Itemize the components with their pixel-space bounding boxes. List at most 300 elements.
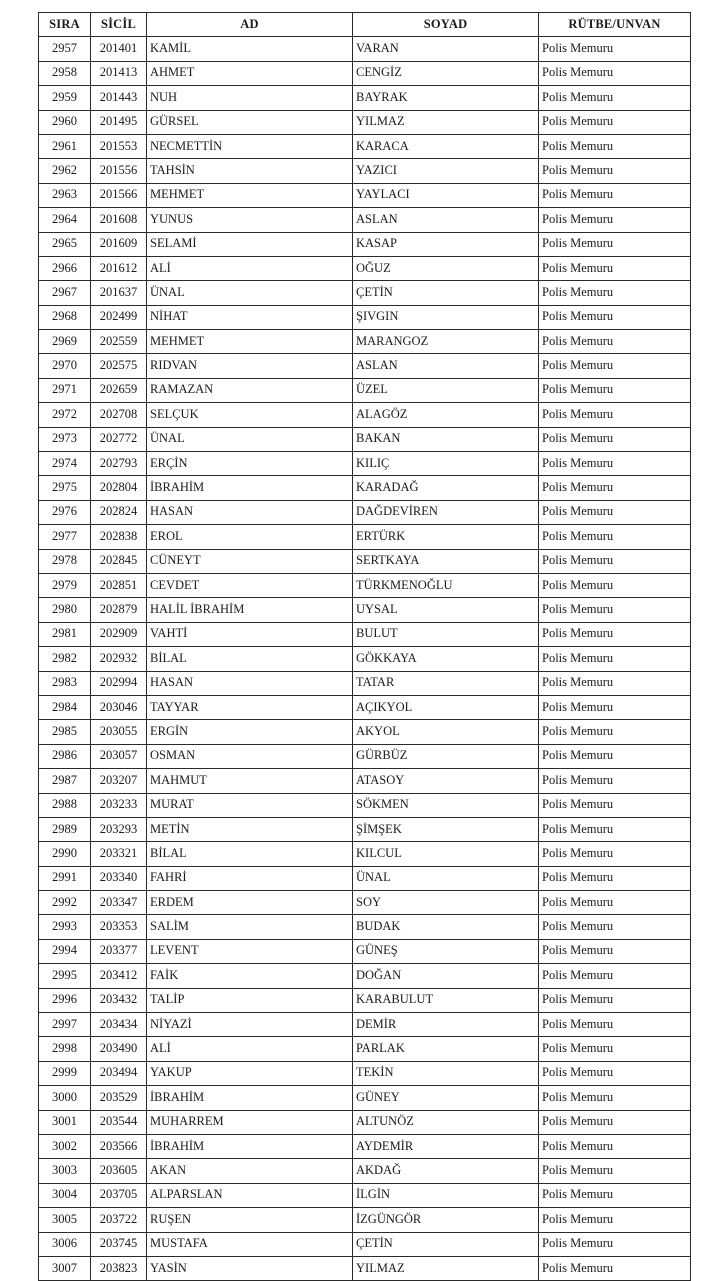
- cell-ad: CEVDET: [147, 573, 353, 597]
- cell-ad: MUSTAFA: [147, 1232, 353, 1256]
- cell-soyad: ALAGÖZ: [353, 403, 539, 427]
- cell-rutbe: Polis Memuru: [539, 891, 691, 915]
- table-row: [39, 403, 691, 427]
- personnel-roster-table: [38, 12, 691, 1281]
- table-row: [39, 183, 691, 207]
- cell-soyad: ATASOY: [353, 769, 539, 793]
- cell-rutbe: Polis Memuru: [539, 110, 691, 134]
- cell-ad: ÜNAL: [147, 427, 353, 451]
- cell-soyad: ÜZEL: [353, 378, 539, 402]
- cell-sira: 2980: [39, 598, 91, 622]
- cell-sicil: 203233: [91, 793, 147, 817]
- cell-sira: 2970: [39, 354, 91, 378]
- cell-sira: 3003: [39, 1159, 91, 1183]
- column-header-sicil: SİCİL: [91, 13, 147, 37]
- cell-rutbe: Polis Memuru: [539, 134, 691, 158]
- table-row: [39, 378, 691, 402]
- cell-rutbe: Polis Memuru: [539, 403, 691, 427]
- table-row: [39, 232, 691, 256]
- cell-ad: SELAMİ: [147, 232, 353, 256]
- cell-ad: NUH: [147, 86, 353, 110]
- cell-soyad: TATAR: [353, 671, 539, 695]
- table-row: [39, 1086, 691, 1110]
- cell-sicil: 203055: [91, 720, 147, 744]
- cell-ad: MUHARREM: [147, 1110, 353, 1134]
- cell-sira: 2982: [39, 647, 91, 671]
- table-row: [39, 939, 691, 963]
- cell-sira: 3006: [39, 1232, 91, 1256]
- table-row: [39, 549, 691, 573]
- cell-sicil: 203432: [91, 988, 147, 1012]
- cell-ad: EROL: [147, 525, 353, 549]
- cell-rutbe: Polis Memuru: [539, 1232, 691, 1256]
- cell-rutbe: Polis Memuru: [539, 1037, 691, 1061]
- cell-soyad: CENGİZ: [353, 61, 539, 85]
- cell-soyad: ÇETİN: [353, 1232, 539, 1256]
- cell-ad: NİHAT: [147, 305, 353, 329]
- cell-ad: ALİ: [147, 1037, 353, 1061]
- cell-soyad: BUDAK: [353, 915, 539, 939]
- cell-ad: YAKUP: [147, 1061, 353, 1085]
- cell-soyad: YILMAZ: [353, 110, 539, 134]
- cell-soyad: AKDAĞ: [353, 1159, 539, 1183]
- cell-sicil: 201637: [91, 281, 147, 305]
- cell-ad: MEHMET: [147, 183, 353, 207]
- cell-rutbe: Polis Memuru: [539, 1183, 691, 1207]
- table-row: [39, 61, 691, 85]
- cell-ad: KAMİL: [147, 37, 353, 61]
- cell-soyad: DEMİR: [353, 1013, 539, 1037]
- cell-rutbe: Polis Memuru: [539, 281, 691, 305]
- cell-rutbe: Polis Memuru: [539, 622, 691, 646]
- cell-rutbe: Polis Memuru: [539, 476, 691, 500]
- cell-rutbe: Polis Memuru: [539, 183, 691, 207]
- cell-ad: VAHTİ: [147, 622, 353, 646]
- cell-soyad: İZGÜNGÖR: [353, 1208, 539, 1232]
- cell-rutbe: Polis Memuru: [539, 86, 691, 110]
- cell-sicil: 203605: [91, 1159, 147, 1183]
- cell-sira: 3005: [39, 1208, 91, 1232]
- cell-sira: 2976: [39, 500, 91, 524]
- cell-ad: HASAN: [147, 500, 353, 524]
- cell-rutbe: Polis Memuru: [539, 1159, 691, 1183]
- cell-sicil: 201443: [91, 86, 147, 110]
- cell-soyad: MARANGOZ: [353, 330, 539, 354]
- cell-sicil: 203293: [91, 817, 147, 841]
- cell-rutbe: Polis Memuru: [539, 744, 691, 768]
- cell-ad: METİN: [147, 817, 353, 841]
- cell-sicil: 201612: [91, 256, 147, 280]
- cell-ad: TAYYAR: [147, 695, 353, 719]
- table-row: [39, 647, 691, 671]
- cell-sira: 3000: [39, 1086, 91, 1110]
- cell-sira: 2997: [39, 1013, 91, 1037]
- cell-sicil: 203529: [91, 1086, 147, 1110]
- cell-rutbe: Polis Memuru: [539, 695, 691, 719]
- document-page: [38, 12, 690, 1281]
- cell-rutbe: Polis Memuru: [539, 525, 691, 549]
- cell-ad: TAHSİN: [147, 159, 353, 183]
- cell-sira: 2995: [39, 964, 91, 988]
- cell-rutbe: Polis Memuru: [539, 817, 691, 841]
- cell-sicil: 202824: [91, 500, 147, 524]
- cell-soyad: KARADAĞ: [353, 476, 539, 500]
- cell-ad: İBRAHİM: [147, 1134, 353, 1158]
- table-row: [39, 1159, 691, 1183]
- table-row: [39, 1208, 691, 1232]
- table-row: [39, 1037, 691, 1061]
- cell-ad: MEHMET: [147, 330, 353, 354]
- cell-soyad: YILMAZ: [353, 1256, 539, 1280]
- cell-sira: 2963: [39, 183, 91, 207]
- cell-soyad: GÜNEY: [353, 1086, 539, 1110]
- table-row: [39, 891, 691, 915]
- table-row: [39, 744, 691, 768]
- cell-soyad: GÜRBÜZ: [353, 744, 539, 768]
- cell-sira: 2974: [39, 452, 91, 476]
- cell-sicil: 201413: [91, 61, 147, 85]
- cell-sicil: 202708: [91, 403, 147, 427]
- table-row: [39, 915, 691, 939]
- table-row: [39, 86, 691, 110]
- cell-soyad: BULUT: [353, 622, 539, 646]
- cell-ad: BİLAL: [147, 842, 353, 866]
- cell-ad: CÜNEYT: [147, 549, 353, 573]
- cell-rutbe: Polis Memuru: [539, 1013, 691, 1037]
- column-header-soyad: SOYAD: [353, 13, 539, 37]
- cell-sira: 2965: [39, 232, 91, 256]
- table-row: [39, 476, 691, 500]
- cell-rutbe: Polis Memuru: [539, 427, 691, 451]
- cell-soyad: GÖKKAYA: [353, 647, 539, 671]
- table-header-row: [39, 13, 691, 37]
- cell-sicil: 202659: [91, 378, 147, 402]
- cell-sira: 3007: [39, 1256, 91, 1280]
- cell-sira: 2989: [39, 817, 91, 841]
- cell-sicil: 203353: [91, 915, 147, 939]
- cell-soyad: AYDEMİR: [353, 1134, 539, 1158]
- cell-ad: AKAN: [147, 1159, 353, 1183]
- cell-sicil: 202575: [91, 354, 147, 378]
- cell-soyad: AKYOL: [353, 720, 539, 744]
- cell-sicil: 202559: [91, 330, 147, 354]
- cell-soyad: YAYLACI: [353, 183, 539, 207]
- table-row: [39, 159, 691, 183]
- cell-soyad: ASLAN: [353, 208, 539, 232]
- cell-sicil: 201553: [91, 134, 147, 158]
- cell-rutbe: Polis Memuru: [539, 159, 691, 183]
- cell-sira: 2979: [39, 573, 91, 597]
- cell-ad: SELÇUK: [147, 403, 353, 427]
- cell-ad: FAİK: [147, 964, 353, 988]
- cell-ad: ALPARSLAN: [147, 1183, 353, 1207]
- table-body: [39, 37, 691, 1281]
- table-row: [39, 842, 691, 866]
- cell-ad: MURAT: [147, 793, 353, 817]
- cell-soyad: UYSAL: [353, 598, 539, 622]
- cell-sicil: 203377: [91, 939, 147, 963]
- cell-sicil: 203207: [91, 769, 147, 793]
- cell-sicil: 203544: [91, 1110, 147, 1134]
- cell-sira: 2999: [39, 1061, 91, 1085]
- cell-sicil: 203057: [91, 744, 147, 768]
- cell-rutbe: Polis Memuru: [539, 37, 691, 61]
- table-row: [39, 769, 691, 793]
- column-header-ad: AD: [147, 13, 353, 37]
- cell-sira: 2967: [39, 281, 91, 305]
- cell-ad: GÜRSEL: [147, 110, 353, 134]
- cell-sicil: 201566: [91, 183, 147, 207]
- column-header-rutbe: RÜTBE/UNVAN: [539, 13, 691, 37]
- cell-soyad: PARLAK: [353, 1037, 539, 1061]
- cell-sicil: 202932: [91, 647, 147, 671]
- cell-soyad: SÖKMEN: [353, 793, 539, 817]
- cell-sira: 2992: [39, 891, 91, 915]
- cell-ad: SALİM: [147, 915, 353, 939]
- cell-rutbe: Polis Memuru: [539, 378, 691, 402]
- cell-ad: İBRAHİM: [147, 1086, 353, 1110]
- cell-sira: 3004: [39, 1183, 91, 1207]
- cell-ad: AHMET: [147, 61, 353, 85]
- cell-rutbe: Polis Memuru: [539, 720, 691, 744]
- cell-sira: 2988: [39, 793, 91, 817]
- cell-sicil: 201401: [91, 37, 147, 61]
- cell-sira: 3002: [39, 1134, 91, 1158]
- cell-sicil: 202994: [91, 671, 147, 695]
- cell-soyad: TÜRKMENOĞLU: [353, 573, 539, 597]
- table-row: [39, 695, 691, 719]
- cell-sicil: 201608: [91, 208, 147, 232]
- cell-rutbe: Polis Memuru: [539, 647, 691, 671]
- cell-ad: NİYAZİ: [147, 1013, 353, 1037]
- cell-sicil: 203705: [91, 1183, 147, 1207]
- cell-sicil: 203823: [91, 1256, 147, 1280]
- cell-soyad: ALTUNÖZ: [353, 1110, 539, 1134]
- cell-sira: 2994: [39, 939, 91, 963]
- cell-sira: 2977: [39, 525, 91, 549]
- cell-sicil: 203434: [91, 1013, 147, 1037]
- table-row: [39, 1183, 691, 1207]
- table-row: [39, 964, 691, 988]
- cell-ad: MAHMUT: [147, 769, 353, 793]
- cell-sicil: 203490: [91, 1037, 147, 1061]
- cell-sira: 2958: [39, 61, 91, 85]
- cell-ad: NECMETTİN: [147, 134, 353, 158]
- cell-sira: 2969: [39, 330, 91, 354]
- cell-sicil: 203745: [91, 1232, 147, 1256]
- cell-sicil: 203722: [91, 1208, 147, 1232]
- cell-rutbe: Polis Memuru: [539, 549, 691, 573]
- cell-sicil: 202845: [91, 549, 147, 573]
- cell-rutbe: Polis Memuru: [539, 988, 691, 1012]
- cell-sira: 2971: [39, 378, 91, 402]
- cell-ad: İBRAHİM: [147, 476, 353, 500]
- cell-rutbe: Polis Memuru: [539, 915, 691, 939]
- column-header-sira: SIRA: [39, 13, 91, 37]
- cell-sicil: 202793: [91, 452, 147, 476]
- table-row: [39, 1232, 691, 1256]
- cell-soyad: SOY: [353, 891, 539, 915]
- cell-rutbe: Polis Memuru: [539, 573, 691, 597]
- cell-rutbe: Polis Memuru: [539, 305, 691, 329]
- table-row: [39, 110, 691, 134]
- cell-rutbe: Polis Memuru: [539, 1086, 691, 1110]
- cell-rutbe: Polis Memuru: [539, 61, 691, 85]
- cell-sira: 2987: [39, 769, 91, 793]
- cell-sira: 2986: [39, 744, 91, 768]
- cell-sira: 2968: [39, 305, 91, 329]
- cell-sira: 2991: [39, 866, 91, 890]
- table-row: [39, 1256, 691, 1280]
- table-row: [39, 525, 691, 549]
- cell-soyad: ASLAN: [353, 354, 539, 378]
- table-row: [39, 720, 691, 744]
- cell-sira: 3001: [39, 1110, 91, 1134]
- cell-sira: 2978: [39, 549, 91, 573]
- cell-soyad: ÇETİN: [353, 281, 539, 305]
- cell-sira: 2961: [39, 134, 91, 158]
- cell-sicil: 202838: [91, 525, 147, 549]
- cell-ad: RUŞEN: [147, 1208, 353, 1232]
- cell-soyad: BAKAN: [353, 427, 539, 451]
- cell-rutbe: Polis Memuru: [539, 256, 691, 280]
- cell-sicil: 201609: [91, 232, 147, 256]
- cell-ad: YUNUS: [147, 208, 353, 232]
- cell-soyad: ŞIVGIN: [353, 305, 539, 329]
- cell-soyad: DOĞAN: [353, 964, 539, 988]
- cell-ad: HALİL İBRAHİM: [147, 598, 353, 622]
- cell-soyad: KILIÇ: [353, 452, 539, 476]
- table-row: [39, 208, 691, 232]
- cell-rutbe: Polis Memuru: [539, 330, 691, 354]
- cell-sicil: 201556: [91, 159, 147, 183]
- cell-sira: 2964: [39, 208, 91, 232]
- cell-sira: 2981: [39, 622, 91, 646]
- table-row: [39, 1134, 691, 1158]
- cell-rutbe: Polis Memuru: [539, 964, 691, 988]
- cell-ad: BİLAL: [147, 647, 353, 671]
- table-header: [39, 13, 691, 37]
- cell-rutbe: Polis Memuru: [539, 1110, 691, 1134]
- cell-sicil: 201495: [91, 110, 147, 134]
- table-row: [39, 1061, 691, 1085]
- cell-soyad: KARACA: [353, 134, 539, 158]
- cell-sira: 2959: [39, 86, 91, 110]
- cell-rutbe: Polis Memuru: [539, 1061, 691, 1085]
- cell-soyad: YAZICI: [353, 159, 539, 183]
- table-row: [39, 817, 691, 841]
- cell-sicil: 203046: [91, 695, 147, 719]
- cell-soyad: DAĞDEVİREN: [353, 500, 539, 524]
- cell-rutbe: Polis Memuru: [539, 354, 691, 378]
- table-row: [39, 573, 691, 597]
- table-row: [39, 330, 691, 354]
- cell-ad: OSMAN: [147, 744, 353, 768]
- table-row: [39, 988, 691, 1012]
- cell-rutbe: Polis Memuru: [539, 452, 691, 476]
- cell-rutbe: Polis Memuru: [539, 1208, 691, 1232]
- cell-sicil: 203321: [91, 842, 147, 866]
- table-row: [39, 452, 691, 476]
- cell-rutbe: Polis Memuru: [539, 671, 691, 695]
- cell-sicil: 202804: [91, 476, 147, 500]
- cell-soyad: AÇIKYOL: [353, 695, 539, 719]
- cell-rutbe: Polis Memuru: [539, 939, 691, 963]
- cell-sira: 2960: [39, 110, 91, 134]
- table-row: [39, 305, 691, 329]
- cell-sira: 2957: [39, 37, 91, 61]
- cell-soyad: OĞUZ: [353, 256, 539, 280]
- cell-sira: 2990: [39, 842, 91, 866]
- cell-sira: 2998: [39, 1037, 91, 1061]
- cell-ad: ERGİN: [147, 720, 353, 744]
- cell-rutbe: Polis Memuru: [539, 842, 691, 866]
- cell-sicil: 203412: [91, 964, 147, 988]
- table-row: [39, 134, 691, 158]
- table-row: [39, 622, 691, 646]
- cell-ad: LEVENT: [147, 939, 353, 963]
- cell-soyad: ERTÜRK: [353, 525, 539, 549]
- cell-sicil: 202499: [91, 305, 147, 329]
- cell-sira: 2985: [39, 720, 91, 744]
- table-row: [39, 281, 691, 305]
- cell-soyad: VARAN: [353, 37, 539, 61]
- cell-ad: TALİP: [147, 988, 353, 1012]
- cell-soyad: BAYRAK: [353, 86, 539, 110]
- table-row: [39, 866, 691, 890]
- cell-rutbe: Polis Memuru: [539, 500, 691, 524]
- cell-sira: 2966: [39, 256, 91, 280]
- cell-rutbe: Polis Memuru: [539, 1134, 691, 1158]
- table-row: [39, 354, 691, 378]
- cell-ad: FAHRİ: [147, 866, 353, 890]
- table-row: [39, 793, 691, 817]
- cell-sicil: 202851: [91, 573, 147, 597]
- cell-soyad: ŞİMŞEK: [353, 817, 539, 841]
- cell-sira: 2983: [39, 671, 91, 695]
- table-row: [39, 500, 691, 524]
- cell-sira: 2962: [39, 159, 91, 183]
- cell-soyad: KASAP: [353, 232, 539, 256]
- table-row: [39, 671, 691, 695]
- table-row: [39, 37, 691, 61]
- cell-soyad: KILCUL: [353, 842, 539, 866]
- cell-ad: HASAN: [147, 671, 353, 695]
- cell-rutbe: Polis Memuru: [539, 232, 691, 256]
- cell-sicil: 202772: [91, 427, 147, 451]
- cell-rutbe: Polis Memuru: [539, 598, 691, 622]
- cell-sira: 2984: [39, 695, 91, 719]
- cell-ad: RIDVAN: [147, 354, 353, 378]
- cell-sicil: 203347: [91, 891, 147, 915]
- cell-sicil: 203494: [91, 1061, 147, 1085]
- cell-ad: RAMAZAN: [147, 378, 353, 402]
- table-row: [39, 256, 691, 280]
- cell-sicil: 203566: [91, 1134, 147, 1158]
- cell-ad: ERDEM: [147, 891, 353, 915]
- cell-rutbe: Polis Memuru: [539, 769, 691, 793]
- cell-sicil: 202909: [91, 622, 147, 646]
- table-row: [39, 1110, 691, 1134]
- cell-sira: 2972: [39, 403, 91, 427]
- cell-rutbe: Polis Memuru: [539, 208, 691, 232]
- cell-rutbe: Polis Memuru: [539, 1256, 691, 1280]
- cell-sira: 2975: [39, 476, 91, 500]
- cell-sira: 2993: [39, 915, 91, 939]
- cell-soyad: GÜNEŞ: [353, 939, 539, 963]
- cell-sira: 2973: [39, 427, 91, 451]
- cell-rutbe: Polis Memuru: [539, 866, 691, 890]
